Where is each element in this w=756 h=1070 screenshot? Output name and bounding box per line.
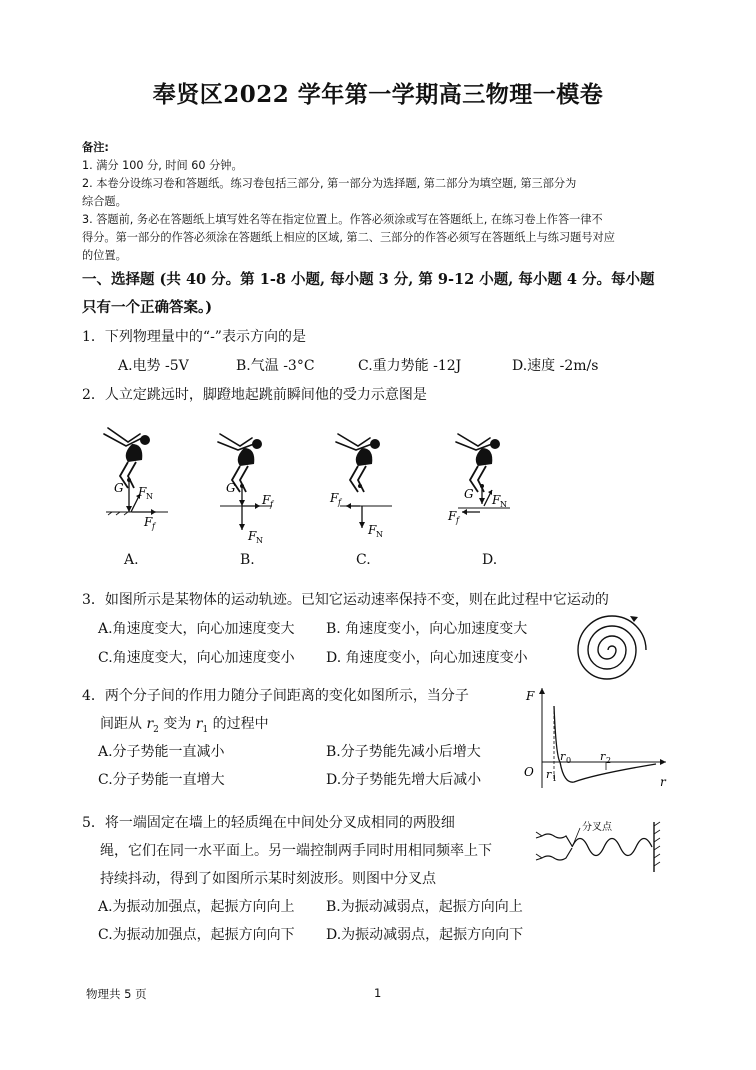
q2b-label-fn: F bbox=[248, 529, 257, 543]
note-line-3c: 的位置。 bbox=[82, 249, 127, 262]
q2-figure-d bbox=[444, 420, 528, 545]
q2a-label-f2-sub: f bbox=[152, 522, 155, 531]
q1-option-b: B.气温 -3°C bbox=[236, 358, 315, 374]
q2-figure-c bbox=[326, 420, 406, 545]
q2d-label-f2-sub: f bbox=[456, 516, 459, 525]
q2a-label-n: N bbox=[146, 492, 153, 501]
footer-page-number: 1 bbox=[374, 986, 382, 1000]
q5-stem-line-1: 5．将一端固定在墙上的轻质绳在中间处分叉成相同的两股细 bbox=[82, 815, 455, 831]
q2c-label-fn-sub: N bbox=[376, 530, 383, 539]
q4-option-b: B.分子势能先减小后增大 bbox=[326, 744, 481, 760]
q4-option-c: C.分子势能一直增大 bbox=[98, 772, 225, 788]
q4-graph-r0: r bbox=[560, 750, 566, 763]
q2a-label-f: F bbox=[138, 485, 147, 499]
q2c-label-f-sub: f bbox=[338, 498, 341, 507]
q4-graph-r1-sub: 1 bbox=[552, 774, 558, 783]
q2d-label-f: F bbox=[492, 493, 501, 507]
q2b-label-f-sub: f bbox=[270, 500, 273, 509]
q4-graph-r1: r bbox=[546, 768, 552, 781]
q2c-label-f: F bbox=[330, 491, 339, 505]
notes-block bbox=[82, 139, 682, 265]
q2d-label-g: G bbox=[464, 487, 474, 501]
section-heading-line-2: 只有一个正确答案。) bbox=[82, 299, 213, 316]
q4-option-a: A.分子势能一直减小 bbox=[98, 744, 225, 760]
q5-option-b: B.为振动减弱点，起振方向向上 bbox=[326, 899, 523, 915]
q1-stem: 1．下列物理量中的“-”表示方向的是 bbox=[82, 329, 306, 345]
page-title: 奉贤区2022 学年第一学期高三物理一模卷 bbox=[152, 81, 604, 108]
q2-figure-a bbox=[98, 420, 178, 545]
q3-option-b: B. 角速度变小，向心加速度变大 bbox=[326, 621, 528, 637]
q2d-label-f2: F bbox=[448, 509, 457, 523]
q2-caption-b: B. bbox=[240, 552, 255, 568]
q5-option-c: C.为振动加强点，起振方向向下 bbox=[98, 927, 295, 943]
q2-figure-b bbox=[210, 420, 290, 545]
note-line-3a: 3. 答题前, 务必在答题纸上填写姓名等在指定位置上。作答必须涂或写在答题纸上, 在练习卷上作答一律不 bbox=[82, 213, 603, 226]
q5-wave-figure bbox=[532, 818, 672, 876]
q2a-label-f2: F bbox=[144, 515, 153, 529]
q5-option-d: D.为振动减弱点，起振方向向下 bbox=[326, 927, 524, 943]
q2-caption-d: D. bbox=[482, 552, 498, 568]
q1-option-a: A.电势 -5V bbox=[118, 358, 189, 374]
q4-stem-line-1: 4．两个分子间的作用力随分子间距离的变化如图所示，当分子 bbox=[82, 688, 469, 704]
q5-option-a: A.为振动加强点，起振方向向上 bbox=[98, 899, 295, 915]
q2b-label-g: G bbox=[226, 481, 236, 495]
q2b-label-fn-sub: N bbox=[256, 536, 263, 545]
q3-option-a: A.角速度变大，向心加速度变大 bbox=[98, 621, 295, 637]
q2d-label-n: N bbox=[500, 500, 507, 509]
section-heading-line-1: 一、选择题 (共 40 分。第 1-8 小题, 每小题 3 分, 第 9-12 小题, 每小题 4 分。每小题 bbox=[82, 271, 655, 288]
q2c-label-fn: F bbox=[368, 523, 377, 537]
q2-caption-c: C. bbox=[356, 552, 371, 568]
q3-stem: 3．如图所示是某物体的运动轨迹。已知它运动速率保持不变，则在此过程中它运动的 bbox=[82, 592, 609, 608]
note-line-3b: 得分。第一部分的作答必须涂在答题纸上相应的区域, 第二、三部分的作答必须写在答题纸上与练习题号对应 bbox=[82, 231, 615, 244]
q4-graph-r0-sub: 0 bbox=[566, 756, 572, 765]
q5-stem-line-2: 绳，它们在同一水平面上。另一端控制两手同时用相同频率上下 bbox=[100, 843, 492, 859]
note-line-2b: 综合题。 bbox=[82, 195, 127, 208]
q5-stem-line-3: 持续抖动，得到了如图所示某时刻波形。则图中分叉点 bbox=[100, 871, 436, 887]
q2-stem: 2．人立定跳远时，脚蹬地起跳前瞬间他的受力示意图是 bbox=[82, 387, 427, 403]
q1-option-c: C.重力势能 -12J bbox=[358, 358, 462, 374]
q4-graph-r2: r bbox=[600, 750, 606, 763]
q4-graph-f: F bbox=[526, 689, 535, 703]
q5-fork-label: 分叉点 bbox=[582, 822, 612, 833]
q4-force-graph bbox=[516, 684, 672, 792]
note-line-1: 1. 满分 100 分, 时间 60 分钟。 bbox=[82, 159, 243, 172]
q3-option-d: D. 角速度变小，向心加速度变小 bbox=[326, 650, 528, 666]
q4-graph-o: O bbox=[524, 765, 534, 779]
q4-graph-r: r bbox=[660, 775, 666, 789]
q4-option-d: D.分子势能先增大后减小 bbox=[326, 772, 482, 788]
footer-total-pages: 物理共 5 页 bbox=[86, 987, 147, 1001]
q3-spiral-figure bbox=[560, 606, 664, 694]
q4-graph-r2-sub: 2 bbox=[606, 756, 612, 765]
q2b-label-f: F bbox=[262, 493, 271, 507]
notes-heading: 备注: bbox=[82, 141, 109, 154]
q3-option-c: C.角速度变大，向心加速度变小 bbox=[98, 650, 295, 666]
note-line-2a: 2. 本卷分设练习卷和答题纸。练习卷包括三部分, 第一部分为选择题, 第二部分为填空题, 第三部分为 bbox=[82, 177, 577, 190]
q2a-label-g: G bbox=[114, 481, 124, 495]
section-heading bbox=[82, 266, 682, 322]
q4-stem-line-2: 间距从 $r_2$ 变为 $r_1$ 的过程中 bbox=[100, 716, 269, 735]
q2-caption-a: A. bbox=[124, 552, 139, 568]
q1-option-d: D.速度 -2m/s bbox=[512, 358, 599, 374]
